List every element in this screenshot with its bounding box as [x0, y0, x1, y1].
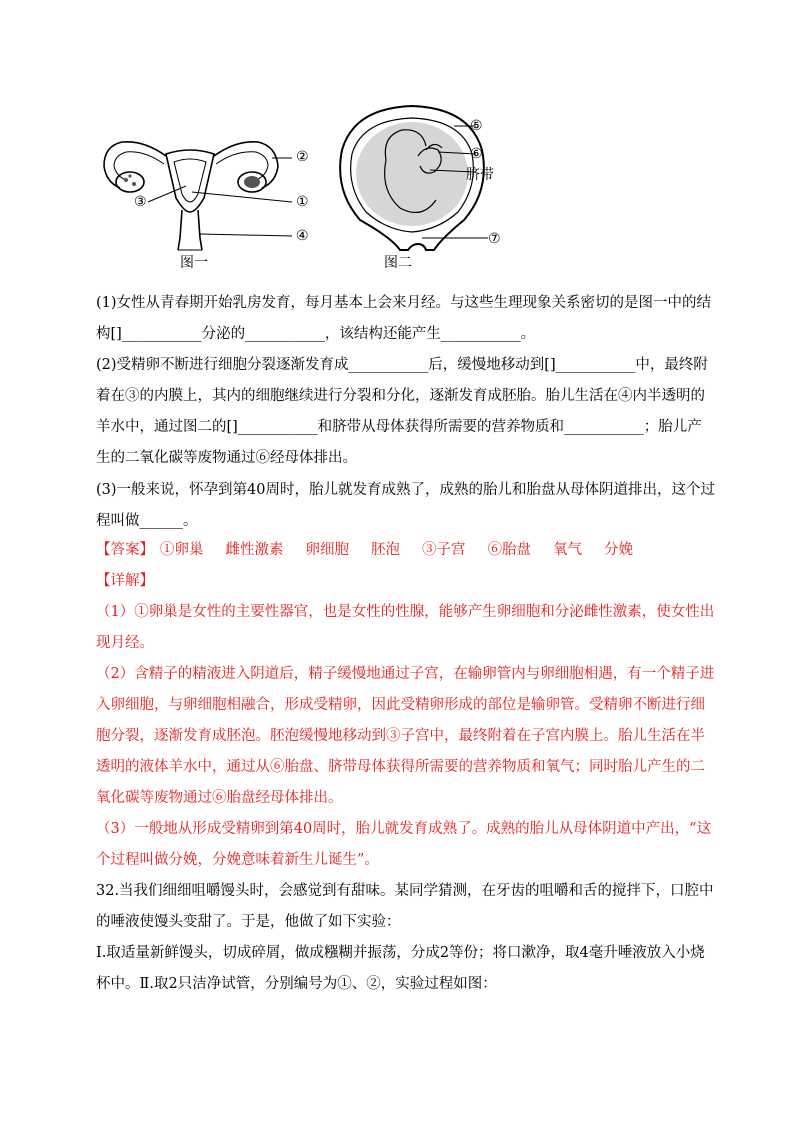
figure2-caption: 图二 [384, 255, 412, 271]
answer-item: 氧气 [553, 542, 582, 558]
detail-part-1: （1）①卵巢是女性的主要性器官，也是女性的性腺，能够产生卵细胞和分泌雌性激素，使女性出现月经。 [96, 604, 715, 651]
answer-item: 雌性激素 [225, 542, 284, 558]
detail-tag: 【详解】 [96, 573, 154, 589]
marker-4: ④ [296, 228, 309, 244]
answer-item: ①卵巢 [160, 542, 204, 558]
detail-part-3: （3）一般地从形成受精卵到第40周时，胎儿就发育成熟了。成熟的胎儿从母体阴道中产出，“这个过程叫做分娩，分娩意味着新生儿诞生”。 [96, 821, 712, 868]
question-part-1: (1)女性从青春期开始乳房发育，每月基本上会来月经。与这些生理现象关系密切的是图一中的结构[]___________分泌的___________，该结构还能产生___________。 [96, 295, 712, 342]
marker-7: ⑦ [488, 231, 501, 247]
question32-steps: Ⅰ.取适量新鲜馒头，切成碎屑，做成糨糊并振荡，分成2等份；将口漱净，取4毫升唾液放入小烧杯中。Ⅱ.取2只洁净试管，分别编号为①、②，实验过程如图： [96, 945, 705, 992]
answer-item: ③子宫 [422, 542, 466, 558]
marker-6: ⑥ [470, 146, 483, 162]
question32-intro: 32.当我们细细咀嚼馒头时，会感觉到有甜味。某同学猜测，在牙齿的咀嚼和舌的搅拌下，口腔中的唾液使馒头变甜了。于是，他做了如下实验： [96, 883, 714, 930]
figure-female-reproductive-system [96, 126, 326, 276]
answer-item: 分娩 [604, 542, 633, 558]
answer-line [96, 535, 716, 566]
answer-item: 胚泡 [371, 542, 400, 558]
umbilical-cord-label: 脐带 [466, 167, 494, 183]
marker-3: ③ [134, 194, 147, 210]
marker-1: ① [296, 194, 309, 210]
answer-tag: 【答案】 [96, 542, 154, 558]
answer-item: ⑥胎盘 [487, 542, 531, 558]
marker-2: ② [296, 149, 309, 165]
answer-item: 卵细胞 [305, 542, 349, 558]
question-part-3: (3)一般来说，怀孕到第40周时，胎儿就发育成熟了，成熟的胎儿和胎盘从母体阴道排出，这个过程叫做______。 [96, 482, 715, 529]
figure1-caption: 图一 [180, 255, 208, 271]
question-part-2: (2)受精卵不断进行细胞分裂逐渐发育成___________后，缓慢地移动到[]___________中，最终附着在③的内膜上，其内的细胞继续进行分裂和分化，逐渐发育成胚胎。胎儿生活在④内半透明的羊水中，通过图二的[]___________和脐带从母体获得所需要的营养物质和___________；胎儿产生的二氧化碳等废物通过⑥经母体排出。 [96, 357, 708, 466]
marker-5: ⑤ [470, 118, 483, 134]
detail-part-2: （2）含精子的精液进入阴道后，精子缓慢地通过子宫，在输卵管内与卵细胞相遇，有一个精子进入卵细胞，与卵细胞相融合，形成受精卵，因此受精卵形成的部位是输卵管。受精卵不断进行细胞分裂，逐渐发育成胚泡。胚泡缓慢地移动到③子宫中，最终附着在子宫内膜上。胎儿生活在半透明的液体羊水中，通过从⑥胎盘、脐带母体获得所需要的营养物质和氧气；同时胎儿产生的二氧化碳等废物通过⑥胎盘经母体排出。 [96, 666, 715, 806]
